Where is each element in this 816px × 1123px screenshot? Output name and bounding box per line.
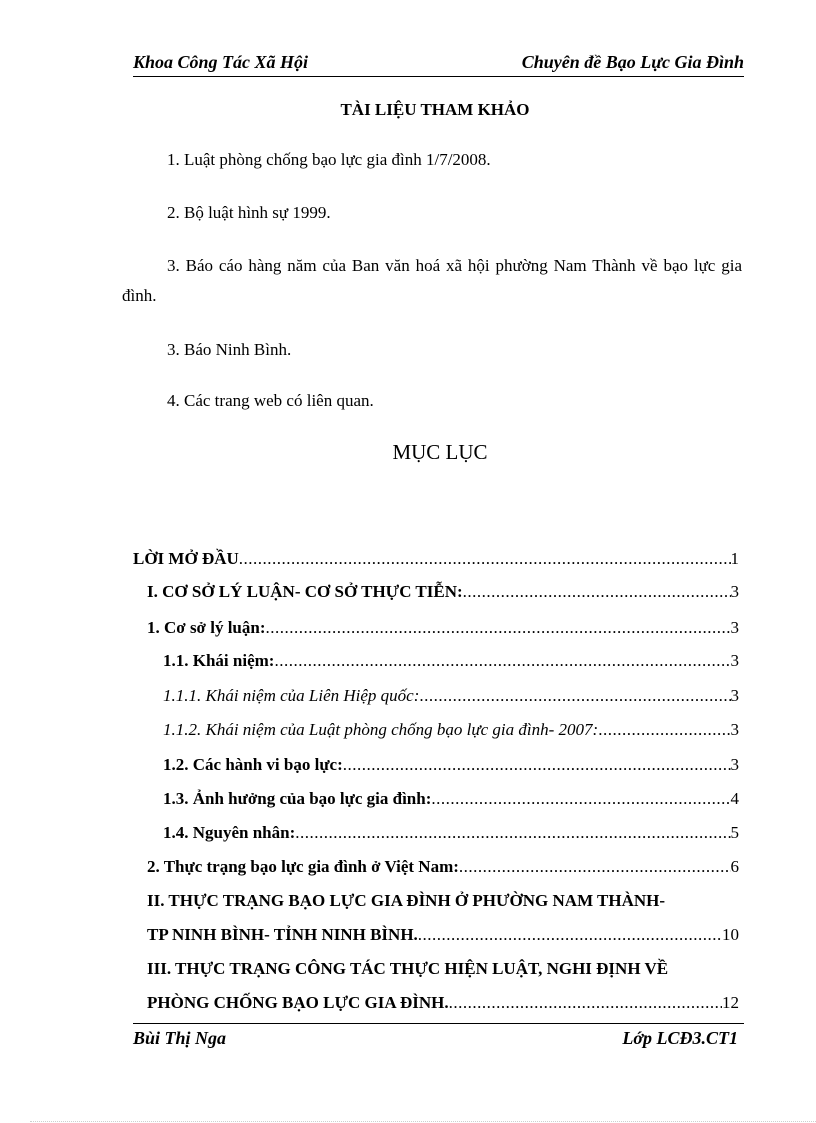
- toc-page-number: 10: [722, 925, 739, 944]
- toc-entry[interactable]: [147, 925, 739, 949]
- toc-entry-heading[interactable]: III. THỰC TRẠNG CÔNG TÁC THỰC HIỆN LUẬT, NGHI ĐỊNH VỀ: [147, 959, 669, 978]
- toc-entry[interactable]: [147, 857, 739, 881]
- toc-entry-heading[interactable]: II. THỰC TRẠNG BẠO LỰC GIA ĐÌNH Ở PHƯỜNG NAM THÀNH-: [147, 891, 666, 910]
- toc-entry-text: 2. Thực trạng bạo lực gia đình ở Việt Nam:: [147, 857, 459, 876]
- toc-entry-text: PHÒNG CHỐNG BẠO LỰC GIA ĐÌNH.: [147, 993, 449, 1012]
- toc-leader: [463, 582, 731, 602]
- toc-page-number: 3: [730, 618, 739, 637]
- footer-author: Bùi Thị Nga: [133, 1028, 227, 1048]
- toc-entry-text: 1.2. Các hành vi bạo lực:: [163, 755, 343, 774]
- toc-page-number: 3: [730, 582, 739, 601]
- reference-item: 2. Bộ luật hình sự 1999.: [167, 203, 331, 222]
- toc-leader: [274, 651, 730, 671]
- toc-entry-text: 1.3. Ảnh hưởng của bạo lực gia đình:: [163, 789, 432, 808]
- toc-entry[interactable]: [147, 582, 739, 606]
- toc-leader: [431, 789, 730, 809]
- toc-entry-text: 1.1. Khái niệm:: [163, 651, 275, 670]
- toc-page-number: 1: [730, 549, 739, 568]
- toc-leader: [419, 686, 730, 706]
- toc-entry[interactable]: [163, 755, 739, 779]
- toc-entry-text: 1.1.1. Khái niệm của Liên Hiệp quốc:: [163, 686, 420, 705]
- toc-page-number: 3: [730, 720, 739, 739]
- toc-entry[interactable]: [147, 618, 739, 642]
- page-footer: [133, 1023, 744, 1054]
- toc-leader: [418, 925, 722, 945]
- footer-class: Lớp LCĐ3.CT1: [622, 1028, 738, 1048]
- header-faculty: Khoa Công Tác Xã Hội: [133, 52, 309, 72]
- toc-page-number: 3: [730, 651, 739, 670]
- toc-page-number: 3: [730, 755, 739, 774]
- toc-page-number: 12: [722, 993, 739, 1012]
- toc-entry-text: 1.1.2. Khái niệm của Luật phòng chống bạo lực gia đình- 2007:: [163, 720, 599, 739]
- reference-item: 1. Luật phòng chống bạo lực gia đình 1/7/2008.: [167, 150, 491, 169]
- references-title: TÀI LIỆU THAM KHẢO: [340, 100, 530, 119]
- toc-entry-text: 1. Cơ sở lý luận:: [147, 618, 266, 637]
- toc-leader: [598, 720, 730, 740]
- toc-leader: [295, 823, 730, 843]
- toc-page-number: 5: [730, 823, 739, 842]
- toc-page-number: 3: [730, 686, 739, 705]
- toc-entry[interactable]: [163, 686, 739, 710]
- reference-item: 4. Các trang web có liên quan.: [167, 391, 374, 410]
- toc-title: MỤC LỤC: [392, 440, 488, 464]
- reference-item: 3. Báo cáo hàng năm của Ban văn hoá xã hội phường Nam Thành về bạo lực gia đình.: [122, 256, 742, 305]
- toc-entry-text: I. CƠ SỞ LÝ LUẬN- CƠ SỞ THỰC TIỄN:: [147, 582, 463, 601]
- toc-page-number: 6: [730, 857, 739, 876]
- toc-leader: [239, 549, 731, 569]
- toc-entry[interactable]: [163, 789, 739, 813]
- toc-leader: [459, 857, 731, 877]
- toc-entry[interactable]: [163, 720, 739, 744]
- toc-leader: [266, 618, 731, 638]
- toc-entry[interactable]: [147, 993, 739, 1017]
- toc-entry-text: LỜI MỞ ĐẦU: [133, 549, 239, 568]
- toc-entry-text: TP NINH BÌNH- TỈNH NINH BÌNH.: [147, 925, 418, 944]
- reference-item: 3. Báo Ninh Bình.: [167, 340, 292, 359]
- page-boundary: [30, 1121, 816, 1122]
- toc-entry-text: 1.4. Nguyên nhân:: [163, 823, 296, 842]
- toc-page-number: 4: [730, 789, 739, 808]
- toc-leader: [343, 755, 731, 775]
- page-header: [133, 52, 744, 77]
- toc-leader: [449, 993, 722, 1013]
- toc-entry[interactable]: [163, 823, 739, 847]
- toc-entry[interactable]: [163, 651, 739, 675]
- toc-entry[interactable]: [133, 549, 739, 573]
- header-topic: Chuyên đề Bạo Lực Gia Đình: [521, 52, 744, 72]
